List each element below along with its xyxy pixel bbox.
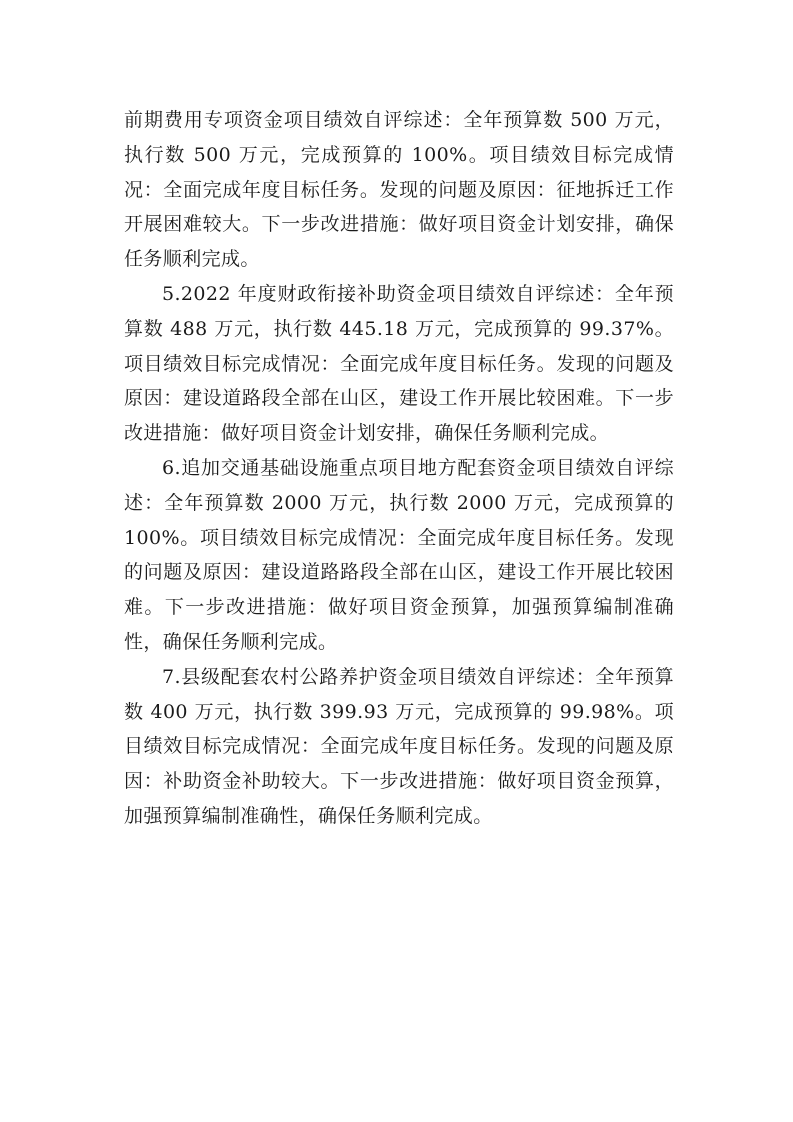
paragraph-item-5: 5.2022 年度财政衔接补助资金项目绩效自评综述：全年预算数 488 万元，执行数 445.18 万元，完成预算的 99.37%。项目绩效目标完成情况：全面完成年度目标任务。发现的问题及原因：建设道路段全部在山区，建设工作开展比较困难。下一步改进措施：做好项目资金计划安排，确保任务顺利完成。 [124, 282, 674, 445]
paragraph-item-6: 6.追加交通基础设施重点项目地方配套资金项目绩效自评综述：全年预算数 2000 万元，执行数 2000 万元，完成预算的 100%。项目绩效目标完成情况：全面完成年度目标任务。发现的问题及原因：建设道路路段全部在山区，建设工作开展比较困难。下一步改进措施：做好项目资金预算，加强预算编制准确性，确保任务顺利完成。 [124, 456, 674, 653]
paragraph-item-7: 7.县级配套农村公路养护资金项目绩效自评综述：全年预算数 400 万元，执行数 399.93 万元，完成预算的 99.98%。项目绩效目标完成情况：全面完成年度目标任务。发现的问题及原因：补助资金补助较大。下一步改进措施：做好项目资金预算，加强预算编制准确性，确保任务顺利完成。 [124, 665, 674, 827]
document-body [124, 103, 674, 834]
paragraph-continuation: 前期费用专项资金项目绩效自评综述：全年预算数 500 万元，执行数 500 万元，完成预算的 100%。项目绩效目标完成情况：全面完成年度目标任务。发现的问题及原因：征地拆迁工作开展困难较大。下一步改进措施：做好项目资金计划安排，确保任务顺利完成。 [124, 109, 674, 271]
